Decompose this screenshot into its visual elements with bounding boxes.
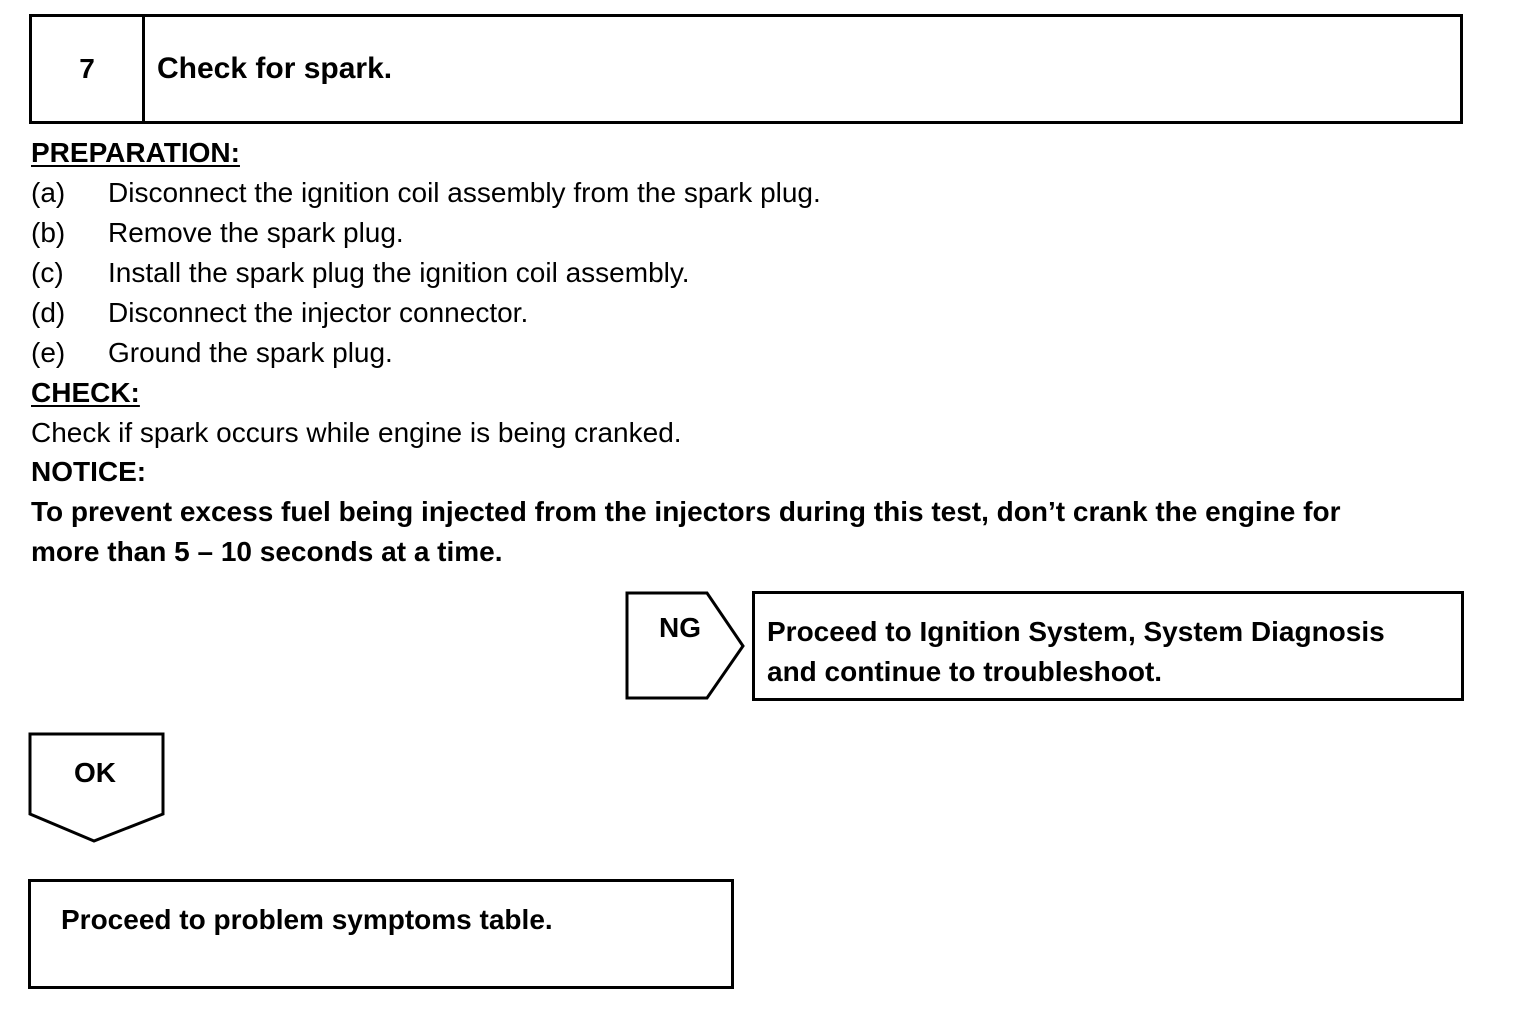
ok-label: OK [74,757,116,788]
ng-action-line-2: and continue to troubleshoot. [767,656,1163,687]
ng-action-box [752,591,1464,701]
prep-item-c [31,253,690,293]
prep-item-e [31,333,393,373]
prep-item-d [31,293,528,333]
notice-line-2: more than 5 – 10 seconds at a time. [31,536,503,567]
check-text: Check if spark occurs while engine is being cranked. [31,417,682,448]
prep-item-text: Ground the spark plug. [108,337,393,368]
prep-item-marker: (e) [31,337,66,368]
prep-item-b [31,213,404,253]
check-heading: CHECK: [31,377,140,408]
final-action-box [28,879,734,989]
prep-item-marker: (b) [31,217,66,248]
step-title: Check for spark. [157,52,393,85]
ng-action-line-1: Proceed to Ignition System, System Diagnosis [767,616,1385,647]
prep-item-text: Disconnect the ignition coil assembly from the spark plug. [108,177,821,208]
prep-item-marker: (c) [31,257,64,288]
prep-item-text: Remove the spark plug. [108,217,404,248]
preparation-heading: PREPARATION: [31,137,240,168]
ng-arrow-icon [625,591,747,701]
final-action-text: Proceed to problem symptoms table. [61,904,553,935]
prep-item-text: Disconnect the injector connector. [108,297,529,328]
prep-item-marker: (d) [31,297,66,328]
prep-item-marker: (a) [31,177,66,208]
notice-line-1: To prevent excess fuel being injected from the injectors during this test, don’t crank the engine for [31,496,1341,527]
step-number: 7 [32,17,145,121]
notice-heading: NOTICE: [31,456,147,487]
prep-item-a [31,173,821,213]
prep-item-text: Install the spark plug the ignition coil assembly. [108,257,690,288]
ng-label: NG [659,612,701,643]
step-header-box [29,14,1463,124]
